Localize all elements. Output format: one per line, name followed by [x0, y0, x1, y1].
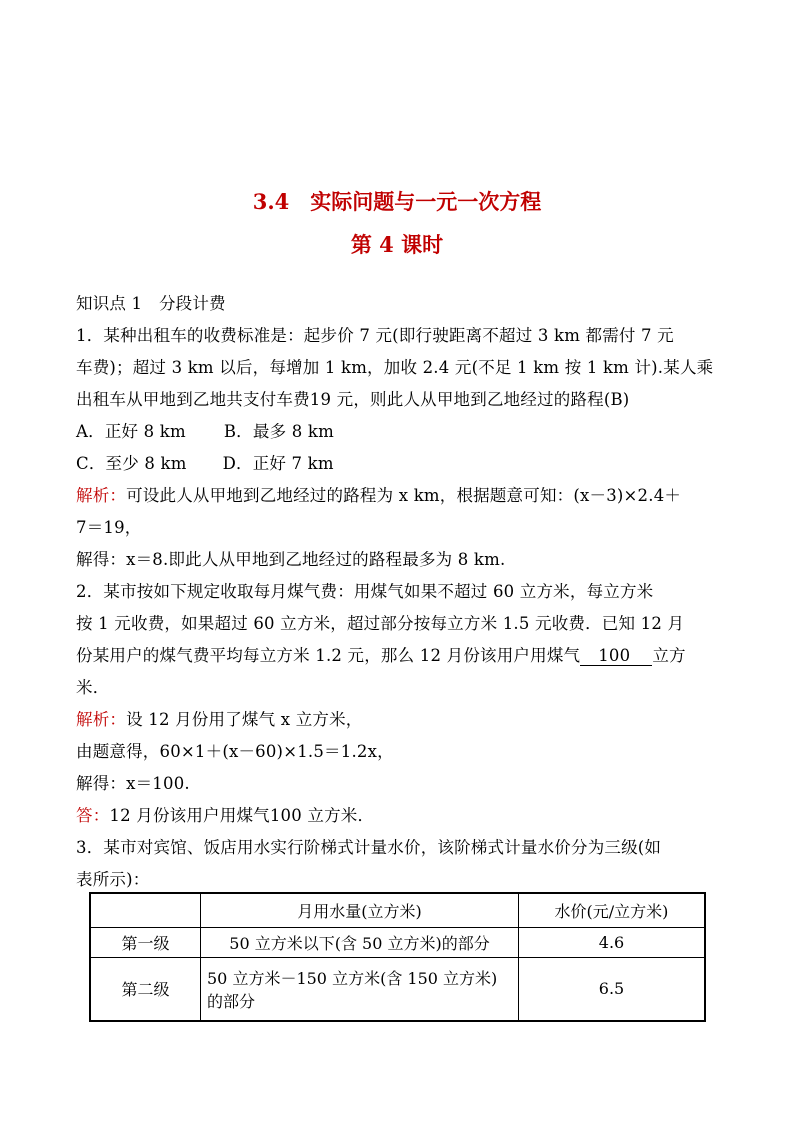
table-cell-level: 第一级 — [90, 927, 201, 957]
table-cell-range-line-2: 的部分 — [207, 991, 256, 1011]
q2-analysis-label: 解析： — [76, 710, 127, 729]
q1-line-1: 1．某种出租车的收费标准是：起步价 7 元(即行驶距离不超过 3 km 都需付 7 元 — [76, 326, 674, 345]
table-row — [90, 957, 705, 1021]
q1-option-d: D．正好 7 km — [222, 454, 334, 473]
q2-line-3 — [76, 642, 686, 666]
q1-line-2: 车费)；超过 3 km 以后，每增加 1 km，加收 2.4 元(不足 1 km 按 1 km 计).某人乘 — [76, 358, 714, 377]
table-cell-range: 50 立方米以下(含 50 立方米)的部分 — [201, 927, 519, 957]
lesson-title: 3.4 实际问题与一元一次方程 — [252, 189, 542, 214]
q1-option-a: A．正好 8 km — [76, 422, 186, 441]
water-price-table — [89, 892, 706, 1022]
q1-analysis-line-2: 7＝19， — [76, 518, 142, 537]
q2-answer-text: 12 月份该用户用煤气100 立方米． — [109, 806, 375, 825]
table-header-cell: 水价(元/立方米) — [519, 893, 706, 927]
table-cell-range-line-1: 50 立方米－150 立方米(含 150 立方米) — [207, 968, 498, 988]
q1-option-c: C．至少 8 km — [76, 454, 187, 473]
q1-analysis-text: 可设此人从甲地到乙地经过的路程为 x km，根据题意可知：(x－3)×2.4＋ — [126, 486, 682, 505]
q1-analysis-label: 解析： — [76, 486, 127, 505]
q2-line-2: 按 1 元收费，如果超过 60 立方米，超过部分按每立方米 1.5 元收费．已知 12 月 — [76, 614, 685, 633]
q1-line-3: 出租车从甲地到乙地共支付车费19 元，则此人从甲地到乙地经过的路程(B) — [76, 390, 630, 409]
q3-line-2: 表所示)： — [76, 870, 150, 889]
lesson-subtitle: 第 4 课时 — [350, 232, 444, 257]
q2-analysis-line-2: 由题意得，60×1＋(x－60)×1.5＝1.2x， — [76, 742, 394, 761]
q1-option-b: B．最多 8 km — [223, 422, 334, 441]
q3-line-1: 3．某市对宾馆、饭店用水实行阶梯式计量水价，该阶梯式计量水价分为三级(如 — [76, 838, 662, 857]
q2-analysis-line-1 — [76, 706, 363, 730]
q2-answer-blank: 100 — [580, 646, 652, 666]
table-cell-price: 4.6 — [519, 927, 706, 957]
q2-line-3-post: 立方 — [652, 646, 686, 665]
q2-answer-line — [76, 802, 374, 826]
q2-line-3-pre: 份某用户的煤气费平均每立方米 1.2 元，那么 12 月份该用户用煤气 — [76, 646, 581, 665]
q1-analysis-line-1 — [76, 482, 681, 506]
q2-line-4: 米． — [76, 678, 110, 697]
table-cell-price: 6.5 — [519, 957, 706, 1021]
table-row — [90, 927, 705, 957]
q1-options-row-1 — [76, 418, 334, 442]
q2-answer-label: 答： — [76, 806, 110, 825]
table-cell-range — [201, 957, 519, 1021]
table-header-row — [90, 893, 705, 927]
section-heading: 知识点 1 分段计费 — [76, 294, 226, 313]
table-header-cell: 月用水量(立方米) — [201, 893, 519, 927]
q2-analysis-text: 设 12 月份用了煤气 x 立方米， — [126, 710, 363, 729]
q2-solution: 解得：x＝100. — [76, 774, 190, 793]
table-header-cell — [90, 893, 201, 927]
table-cell-level: 第二级 — [90, 957, 201, 1021]
q1-options-row-2 — [76, 450, 334, 474]
q1-solution: 解得：x＝8.即此人从甲地到乙地经过的路程最多为 8 km. — [76, 550, 506, 569]
q2-line-1: 2．某市按如下规定收取每月煤气费：用煤气如果不超过 60 立方米，每立方米 — [76, 582, 654, 601]
